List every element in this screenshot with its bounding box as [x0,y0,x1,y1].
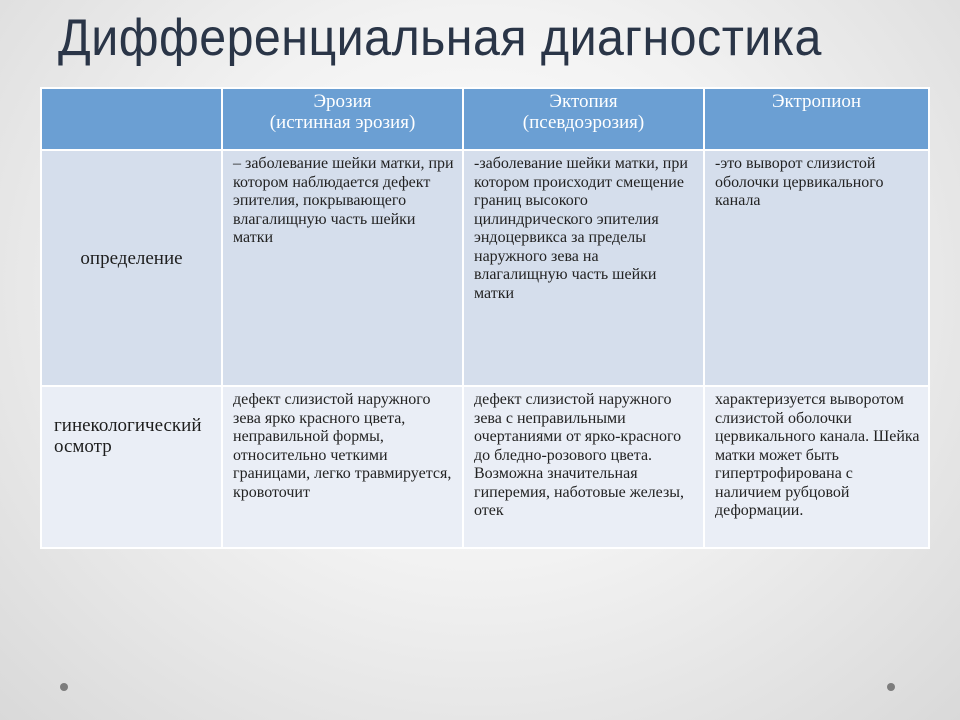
row-label-definition: определение [41,150,222,386]
header-ectopia-subtitle: (псевдоэрозия) [522,112,645,133]
cell-definition-ectropion [704,150,929,386]
cell-definition-ectopia [463,150,704,386]
comparison-table-container [40,87,928,549]
slide-nav-dot-right [887,683,895,691]
header-erosion-title: Эрозия [313,91,372,112]
table-header-row [41,88,929,150]
cell-text: характеризуется выворотом слизистой оболочки цервикального канала. Шейка матки может быть гипертрофирована с наличием рубцовой деформации. [715,391,920,519]
header-erosion [222,88,463,150]
header-ectopia-title: Эктопия [549,91,618,112]
cell-text: дефект слизистой наружного зева с неправильными очертаниями от ярко-красного до бледно-розового цвета. Возможна значительная гиперемия, наботовые железы, отек [474,391,685,519]
cell-definition-erosion [222,150,463,386]
slide-nav-dot-left [60,683,68,691]
cell-text: -это выворот слизистой оболочки цервикального канала [715,155,884,209]
header-erosion-subtitle: (истинная эрозия) [269,112,416,133]
table-row-definition [41,150,929,386]
header-ectopia [463,88,704,150]
cell-exam-ectropion [704,386,929,548]
table-row-gyn-exam [41,386,929,548]
comparison-table [40,87,930,549]
cell-text: -заболевание шейки матки, при котором происходит смещение границ высокого цилиндрического эпителия эндоцервикса за пределы наружного зева на влагалищную часть шейки матки [474,155,688,302]
cell-text: – заболевание шейки матки, при котором наблюдается дефект эпителия, покрывающего влагалищную часть шейки матки [233,155,454,246]
row-label-gyn-exam: гинекологический осмотр [41,386,222,548]
header-corner-cell [41,88,222,150]
cell-exam-erosion [222,386,463,548]
header-ectropion [704,88,929,150]
header-ectropion-title: Эктропион [771,91,862,112]
slide-title: Дифференциальная диагностика [58,9,822,67]
cell-text: дефект слизистой наружного зева ярко красного цвета, неправильной формы, относительно четкими границами, легко травмируется, кровоточит [233,391,452,501]
cell-exam-ectopia [463,386,704,548]
